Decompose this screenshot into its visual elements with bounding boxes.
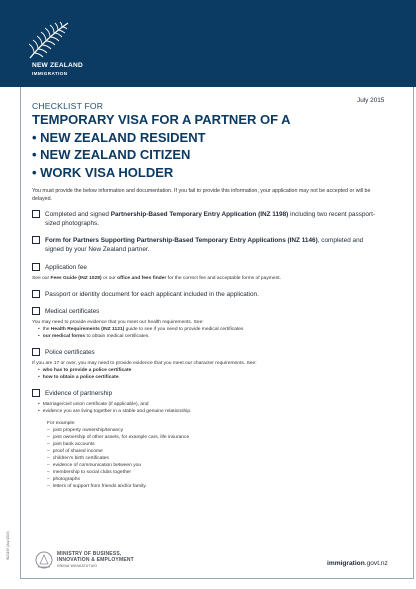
checkbox-icon[interactable] <box>32 210 40 218</box>
form-name: Partnership-Based Temporary Entry Application (INZ 1198) <box>110 211 289 218</box>
website-link[interactable] <box>327 560 388 567</box>
checklist-item-medical <box>32 307 382 316</box>
checkbox-icon[interactable] <box>32 236 40 244</box>
title-line: • NEW ZEALAND CITIZEN <box>32 147 191 163</box>
ministry-line: INNOVATION & EMPLOYMENT <box>57 557 134 563</box>
text: for the correct fee and acceptable forms of payment. <box>166 276 282 281</box>
list-item: – letters of support from friends and/or family. <box>47 483 392 490</box>
checkbox-icon[interactable] <box>32 389 40 397</box>
site-rest: .govt.nz <box>364 560 388 567</box>
fee-note <box>32 275 392 282</box>
brand <box>32 63 83 76</box>
text: See our <box>32 276 51 281</box>
text: . <box>118 375 120 380</box>
text: Completed and signed <box>45 211 111 218</box>
link-how-to-obtain[interactable]: how to obtain a police certificate <box>42 375 119 380</box>
text: , completed and signed by your New Zealand partner. <box>45 237 364 254</box>
list-item: • Marriage/civil union certificate (if applicable), and <box>38 401 392 408</box>
ministry-line: HĪKINA WHAKATUTUKI <box>57 564 98 568</box>
list-item <box>38 333 392 340</box>
list-item: – joint property ownership/tenancy <box>47 427 392 434</box>
document-date: July 2015 <box>357 97 385 104</box>
brand-line2: IMMIGRATION <box>32 70 68 76</box>
link-medical-forms[interactable]: our medical forms <box>42 334 86 339</box>
title-line: • WORK VISA HOLDER <box>32 165 174 181</box>
partnership-note <box>32 401 392 490</box>
ministry-line: MINISTRY OF BUSINESS, <box>57 551 122 557</box>
brand-line1: NEW ZEALAND <box>32 62 83 69</box>
link-health-requirements[interactable]: Health Requirements (INZ 1121) <box>50 327 125 332</box>
form-code: INZ1199 (July 2015) <box>6 531 10 560</box>
checklist-item-passport <box>32 290 382 299</box>
item-label: Medical certificates <box>45 308 100 315</box>
list-item: – membership to social clubs together <box>47 469 392 476</box>
form-name: Form for Partners Supporting Partnership-Based Temporary Entry Applications (INZ 1146) <box>45 237 318 244</box>
checklist-for: CHECKLIST FOR <box>32 101 104 111</box>
police-note <box>32 360 392 381</box>
checkbox-icon[interactable] <box>32 307 40 315</box>
crest-icon <box>34 550 54 570</box>
intro-text: You must provide the below information and documentation. If you fail to provide this information, your application may not be accepted or will be delayed. <box>32 188 371 202</box>
list-item: • evidence you are living together in a stable and genuine relationship. <box>38 408 392 415</box>
note-intro: If you are 17 or over, you may need to provide evidence that you meet our character requirements. See: <box>32 361 257 366</box>
example-heading: For example: <box>47 421 76 426</box>
page-title <box>32 111 402 182</box>
item-label: Passport or identity document for each applicant included in the application. <box>45 291 259 298</box>
text: guide to see if you need to provide medical certificates <box>124 327 244 332</box>
item-label: Police certificates <box>45 349 95 356</box>
header-band <box>0 0 416 87</box>
note-list <box>38 401 392 415</box>
silver-fern-icon <box>26 20 70 60</box>
list-item: – evidence of communication between you <box>47 462 392 469</box>
checklist-item-partner-form <box>32 236 382 254</box>
checklist-item-application <box>32 210 382 228</box>
link-who-provides[interactable]: who has to provide a police certificate <box>42 368 132 373</box>
list-item: – proof of shared income <box>47 448 392 455</box>
site-bold: immigration <box>327 560 365 567</box>
checkbox-icon[interactable] <box>32 348 40 356</box>
checkbox-icon[interactable] <box>32 290 40 298</box>
text: the <box>42 327 51 332</box>
list-item <box>38 326 392 333</box>
text: including two recent passport-sized photographs. <box>45 211 375 228</box>
item-label: Application fee <box>45 264 87 271</box>
title-line: TEMPORARY VISA FOR A PARTNER OF A <box>32 112 291 127</box>
item-text <box>45 236 382 254</box>
example-list <box>47 427 392 490</box>
note-intro: You may need to provide evidence that you meet our health requirements. See: <box>32 320 204 325</box>
list-item: – joint ownership of other assets, for example cars, life insurance <box>47 434 392 441</box>
ministry-name <box>57 551 134 569</box>
medical-note <box>32 319 392 340</box>
list-item: – children's birth certificates <box>47 455 392 462</box>
checklist-item-fee <box>32 263 382 272</box>
checklist-item-partnership <box>32 389 382 398</box>
text: or our <box>101 276 118 281</box>
checklist-item-police <box>32 348 382 357</box>
list-item <box>38 374 392 381</box>
link-fees-guide[interactable]: Fees Guide (INZ 1028) <box>50 276 102 281</box>
link-fees-finder[interactable]: office and fees finder <box>117 276 167 281</box>
list-item: – photographs <box>47 476 392 483</box>
checkbox-icon[interactable] <box>32 263 40 271</box>
list-item <box>38 367 392 374</box>
note-list <box>38 326 392 340</box>
title-line: • NEW ZEALAND RESIDENT <box>32 129 206 145</box>
item-text <box>45 210 382 228</box>
text: to obtain medical certificates. <box>85 334 150 339</box>
list-item: – joint bank accounts <box>47 441 392 448</box>
item-label: Evidence of partnership <box>45 390 113 397</box>
note-list <box>38 367 392 381</box>
